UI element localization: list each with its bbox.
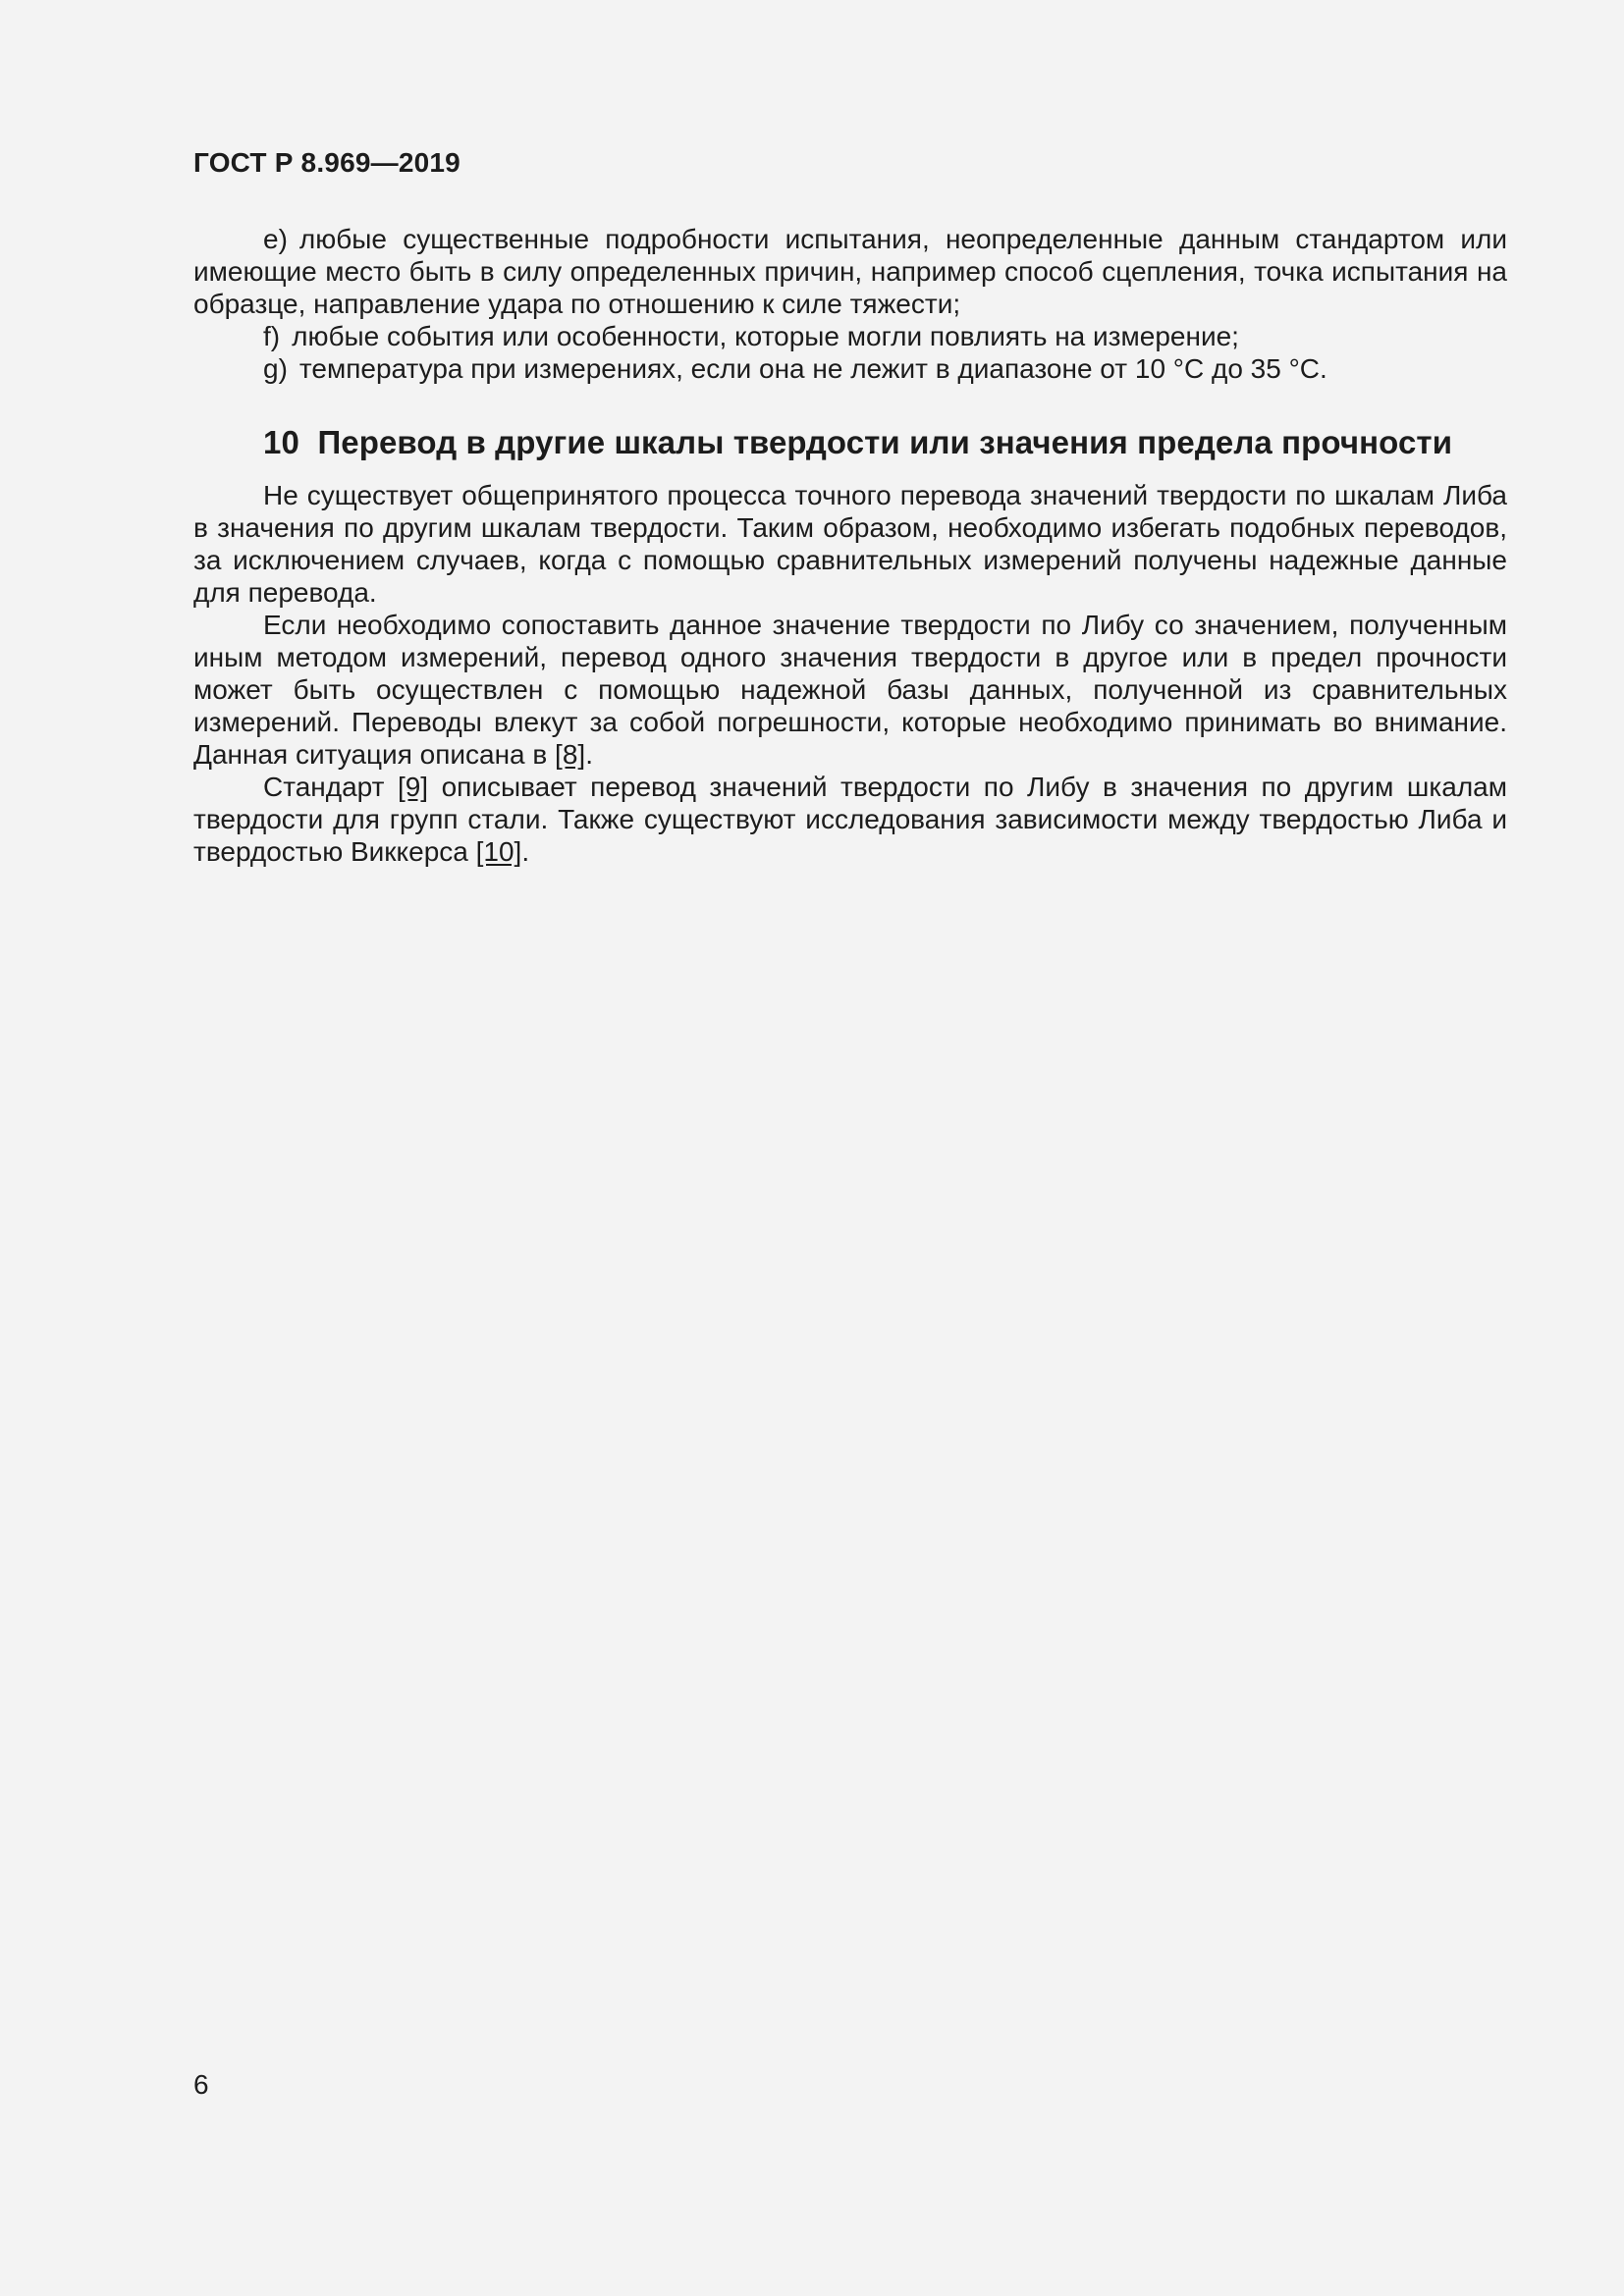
reference-link-10[interactable]: [10] — [475, 836, 522, 867]
list-item-e — [193, 223, 1507, 320]
section-title: Перевод в другие шкалы твердости или значения предела прочности — [317, 424, 1453, 460]
paragraph-2 — [193, 609, 1507, 771]
list-label: e) — [263, 224, 288, 254]
paragraph-3 — [193, 771, 1507, 868]
paragraph-end: . — [585, 739, 593, 770]
paragraph-text: Если необходимо сопоставить данное значение твердости по Либу со значением, полученным иным методом измерений, перевод одного значения твердости в другое или в предел прочности может быть осуществлен с помощью надежной базы данных, полученной из сравнительных измерений. Переводы влекут за собой погрешности, которые необходимо принимать во внимание. Данная ситуация описана в — [193, 610, 1507, 770]
document-header: ГОСТ Р 8.969—2019 — [193, 147, 460, 178]
paragraph-end: . — [521, 836, 530, 867]
section-heading — [263, 423, 1507, 462]
document-body — [193, 223, 1507, 868]
list-text: любые существенные подробности испытания, неопределенные данным стандартом или имеющие место быть в силу определенных причин, например способ сцепления, точка испытания на образце, направление удара по отношению к силе тяжести; — [193, 224, 1507, 319]
section-number: 10 — [263, 424, 299, 460]
list-item-g — [193, 352, 1507, 385]
page-number: 6 — [193, 2069, 209, 2100]
list-item-f — [193, 320, 1507, 352]
paragraph-text: описывает перевод значений твердости по Либу в значения по другим шкалам твердости для групп стали. Также существуют исследования зависимости между твердостью Либа и твердостью Виккерса — [193, 772, 1507, 867]
list-text: температура при измерениях, если она не лежит в диапазоне от 10 °С до 35 °С. — [298, 353, 1327, 384]
reference-link-8[interactable]: [8] — [555, 739, 586, 770]
list-label: g) — [263, 353, 288, 384]
reference-link-9[interactable]: [9] — [397, 772, 429, 802]
list-text: любые события или особенности, которые могли повлиять на измерение; — [292, 321, 1239, 351]
paragraph-1: Не существует общепринятого процесса точного перевода значений твердости по шкалам Либа в значения по другим шкалам твердости. Таким образом, необходимо избегать подобных переводов, за исключением случаев, когда с помощью сравнительных измерений получены надежные данные для перевода. — [193, 480, 1507, 608]
paragraph-text: Стандарт — [263, 772, 398, 802]
list-label: f) — [263, 321, 281, 351]
